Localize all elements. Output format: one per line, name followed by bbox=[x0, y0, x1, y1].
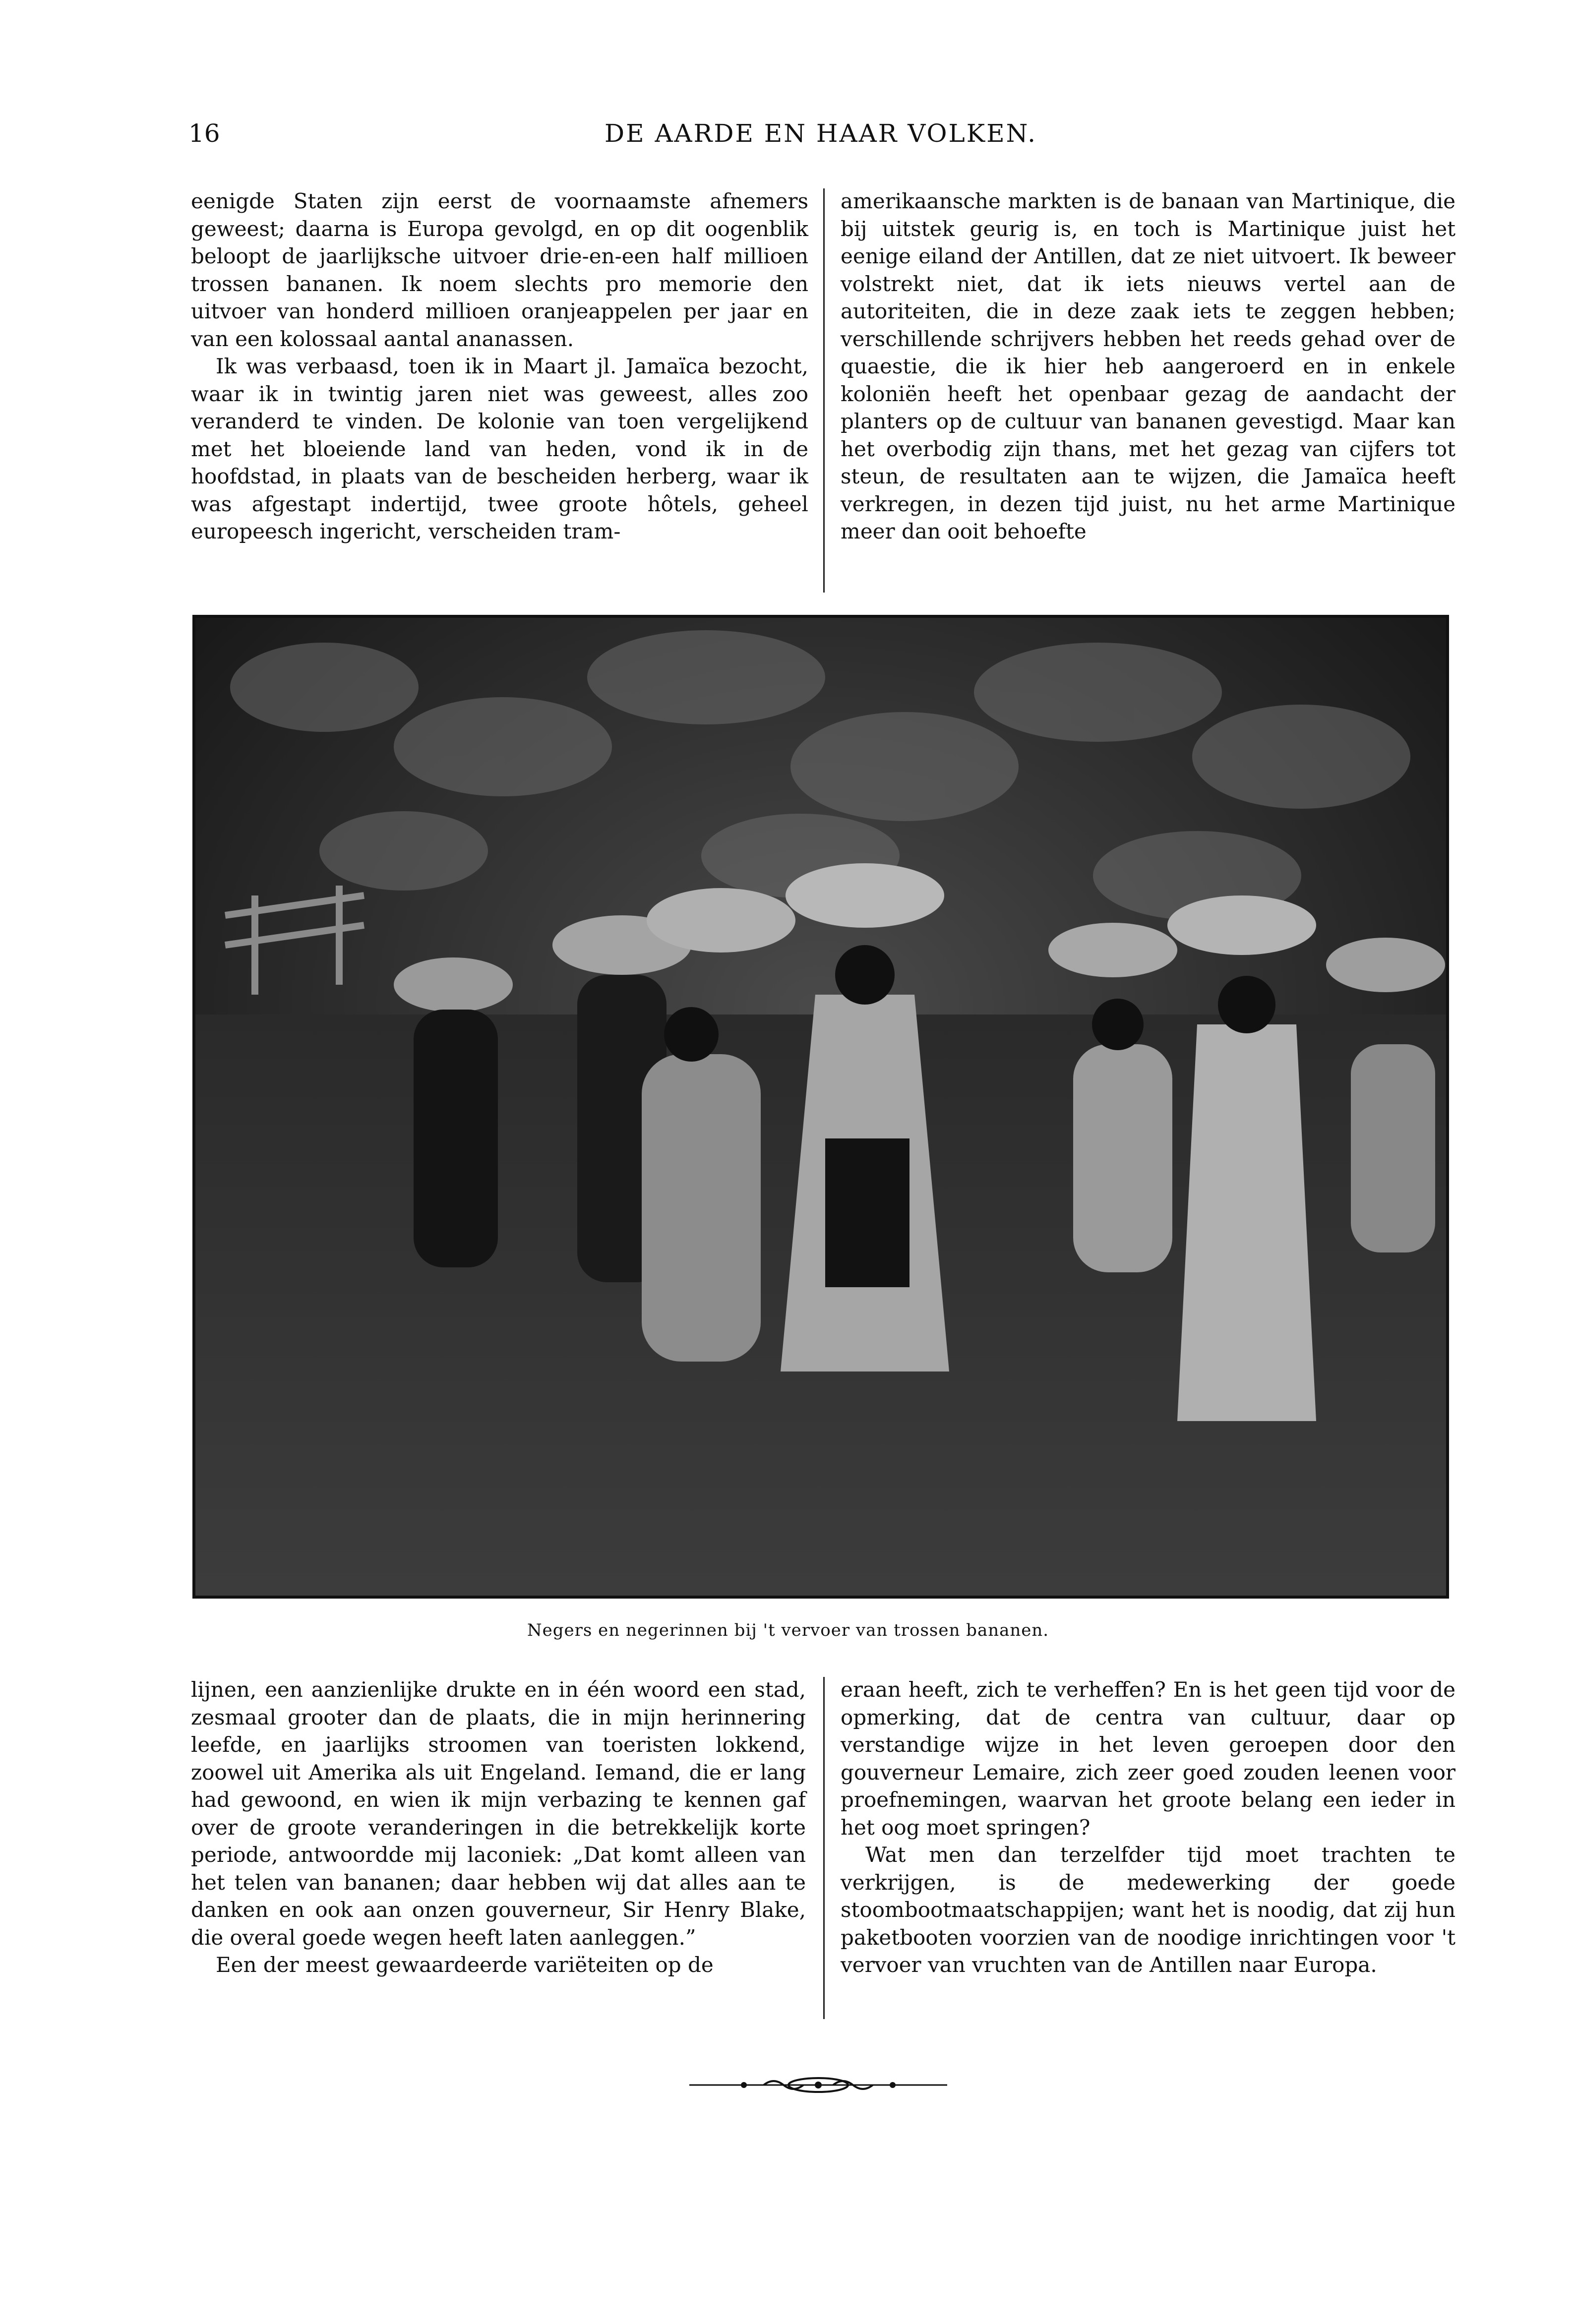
column-bottom-right bbox=[841, 1676, 1455, 1979]
page-number: 16 bbox=[188, 119, 220, 148]
paragraph: Wat men dan terzelfder tijd moet trachten te verkrijgen, is de medewerking der goede stoombootmaatschappijen; want het is noodig, dat zij hun paketbooten voorzien van de noodige inrichtingen voor 't vervoer van vruchten van de Antillen naar Europa. bbox=[841, 1843, 1455, 1977]
paragraph: Een der meest gewaardeerde variëteiten op de bbox=[216, 1953, 714, 1977]
end-ornament bbox=[689, 2075, 947, 2095]
paragraph: amerikaansche markten is de banaan van Martinique, die bij uitstek geurig is, en toch is Martinique juist het eenige eiland der Antillen, dat ze niet uitvoert. Ik beweer volstrekt niet, dat ik iets nieuws vertel aan de autoriteiten, die in deze zaak iets te zeggen hebben; verschillende schrijvers hebben het reeds gehad over de quaestie, die ik hier heb aangeroerd en in enkele koloniën heeft het openbaar gezag de aandacht der planters op de cultuur van bananen gevestigd. Maar kan het overbodig zijn thans, met het gezag van cijfers tot steun, de resultaten aan te wijzen, die Jamaïca heeft verkregen, in dezen tijd juist, nu het arme Martinique meer dan ooit behoefte bbox=[841, 189, 1455, 543]
column-bottom-left bbox=[191, 1676, 806, 1979]
paragraph: eraan heeft, zich te verheffen? En is het geen tijd voor de opmerking, dat de centra van cultuur, daar op verstandige wijze in het leven geroepen door den gouverneur Lemaire, zich zeer goed zouden leenen voor proefnemingen, waarvan het groote belang een ieder in het oog moet springen? bbox=[841, 1677, 1455, 1840]
paragraph: lijnen, een aanzienlijke drukte en in één woord een stad, zesmaal grooter dan de plaats, die in mijn herinnering leefde, en jaarlijks stroomen van toeristen lokkend, zoowel uit Amerika als uit Engeland. Iemand, die er lang had gewoond, en wien ik mijn verbazing te kennen gaf over de groote veranderingen in die betrekkelijk korte periode, antwoordde mij laconiek: „Dat komt alleen van het telen van bananen; daar hebben wij dat alles aan te danken en ook aan onzen gouverneur, Sir Henry Blake, die overal goede wegen heeft laten aanleggen.” bbox=[191, 1677, 806, 1950]
paragraph: eenigde Staten zijn eerst de voornaamste afnemers geweest; daarna is Europa gevolgd, en op dit oogenblik beloopt de jaarlijksche uitvoer drie-en-een half millioen trossen bananen. Ik noem slechts pro memorie den uitvoer van honderd millioen oranjeappelen per jaar en van een kolossaal aantal ananassen. bbox=[191, 189, 808, 351]
column-top-right bbox=[841, 187, 1455, 545]
column-top-left bbox=[191, 187, 808, 545]
figure-caption: Negers en negerinnen bij 't vervoer van trossen bananen. bbox=[527, 1620, 1049, 1640]
journal-title: DE AARDE EN HAAR VOLKEN. bbox=[604, 119, 1037, 148]
running-head bbox=[188, 119, 1453, 159]
figure-photograph bbox=[192, 615, 1449, 1599]
banana-carriers-illustration bbox=[195, 618, 1446, 1596]
column-divider bbox=[823, 1677, 825, 2019]
column-divider bbox=[823, 188, 825, 593]
paragraph: Ik was verbaasd, toen ik in Maart jl. Jamaïca bezocht, waar ik in twintig jaren niet was geweest, alles zoo veranderd te vinden. De kolonie van toen vergelijkend met het bloeiende land van heden, vond ik in de hoofdstad, in plaats van de bescheiden herberg, waar ik was afgestapt indertijd, twee groote hôtels, geheel europeesch ingericht, verscheiden tram- bbox=[191, 354, 808, 543]
